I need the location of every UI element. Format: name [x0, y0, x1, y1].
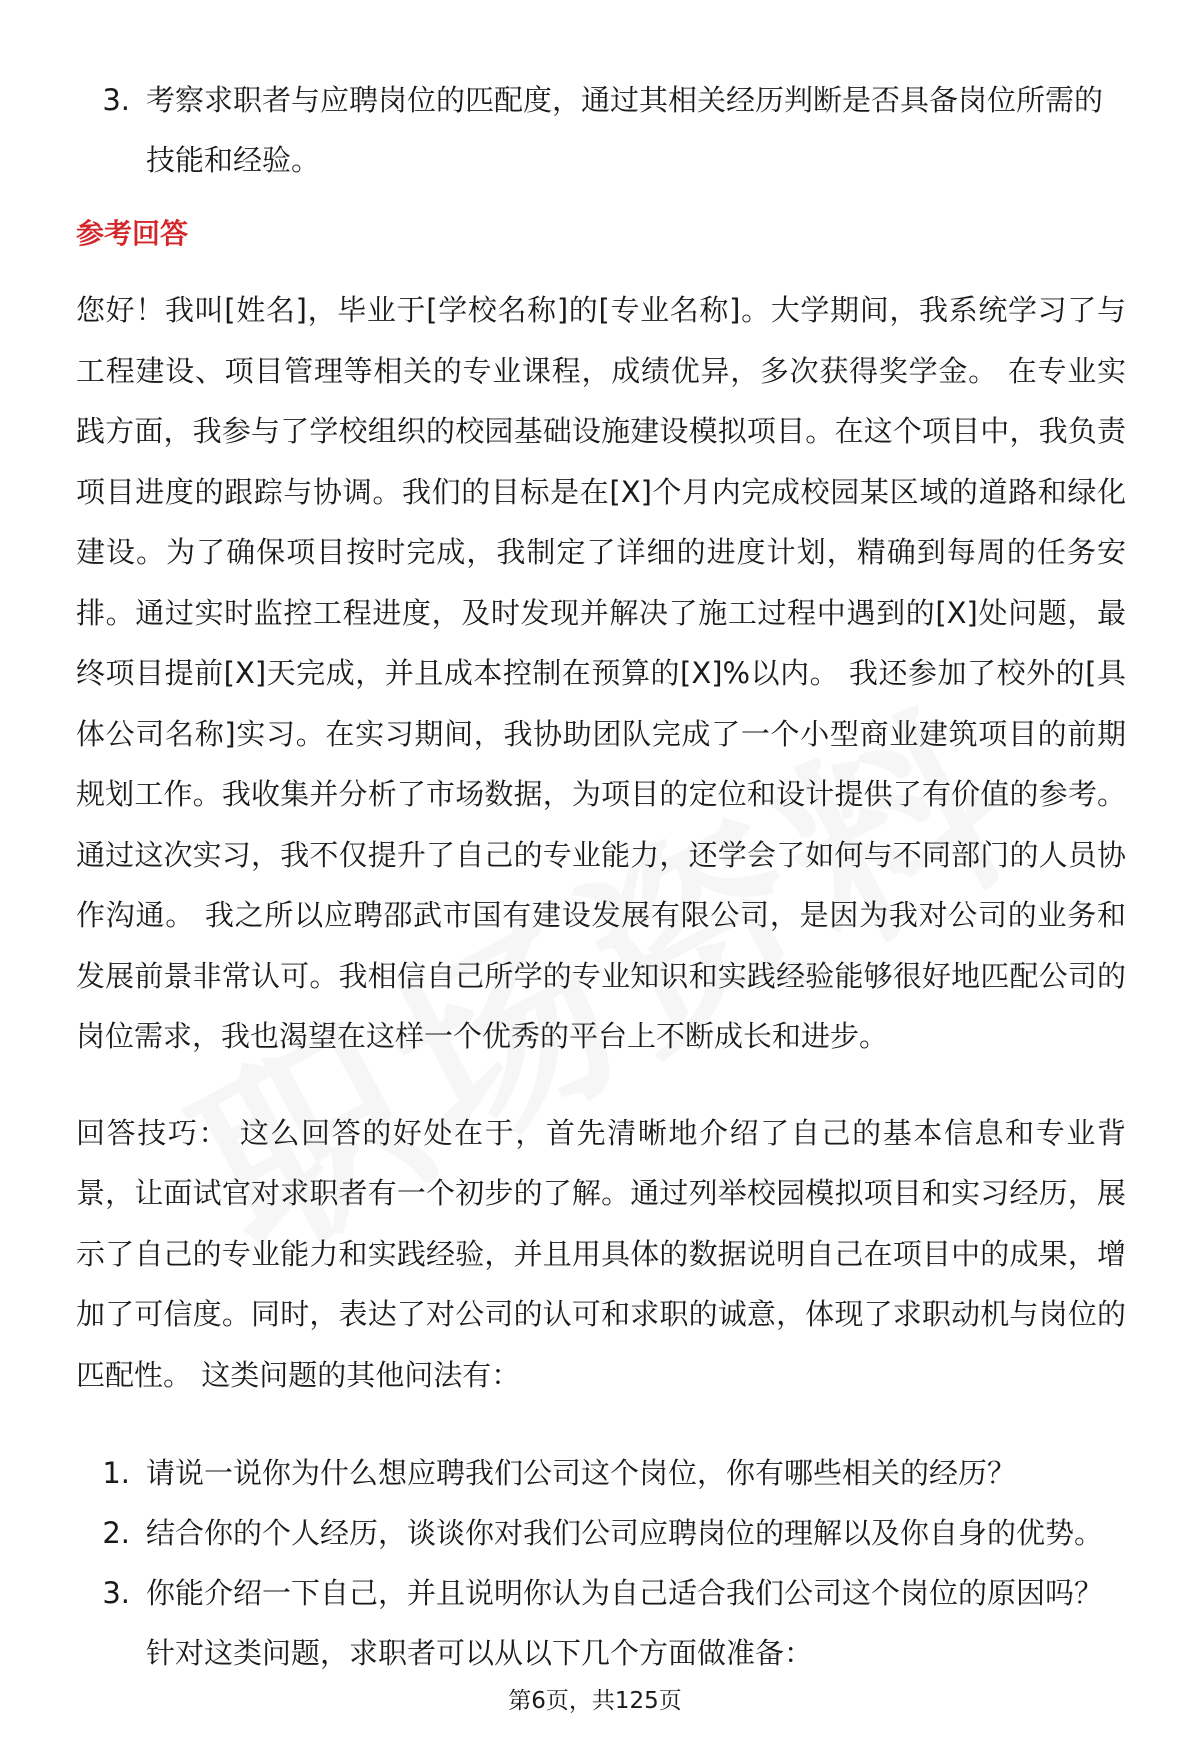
reference-answer-paragraph: 您好！我叫[姓名]，毕业于[学校名称]的[专业名称]。大学期间，我系统学习了与工程建设、项目管理等相关的专业课程，成绩优异，多次获得奖学金。 在专业实践方面，我参与了学校组织的校园基础设施建设模拟项目。在这个项目中，我负责项目进度的跟踪与协调。我们的目标是在[X]个月内完成校园某区域的道路和绿化建设。为了确保项目按时完成，我制定了详细的进度计划，精确到每周的任务安排。通过实时监控工程进度，及时发现并解决了施工过程中遇到的[X]处问题，最终项目提前[X]天完成，并且成本控制在预算的[X]%以内。 我还参加了校外的[具体公司名称]实习。在实习期间，我协助团队完成了一个小型商业建筑项目的前期规划工作。我收集并分析了市场数据，为项目的定位和设计提供了有价值的参考。通过这次实习，我不仅提升了自己的专业能力，还学会了如何与不同部门的人员协作沟通。 我之所以应聘邵武市国有建设发展有限公司，是因为我对公司的业务和发展前景非常认可。我相信自己所学的专业知识和实践经验能够很好地匹配公司的岗位需求，我也渴望在这样一个优秀的平台上不断成长和进步。: [76, 293, 1126, 1053]
list-item: [76, 1563, 1126, 1683]
list-text: 请说一说你为什么想应聘我们公司这个岗位，你有哪些相关的经历？: [146, 1456, 1017, 1490]
list-item: [76, 1443, 1126, 1503]
evaluation-list: [76, 70, 1126, 190]
list-text: 结合你的个人经历，谈谈你对我们公司应聘岗位的理解以及你自身的优势。: [146, 1516, 1104, 1550]
list-item: [76, 1503, 1126, 1563]
alternative-questions-list: [76, 1443, 1126, 1683]
list-text: 你能介绍一下自己，并且说明你认为自己适合我们公司这个岗位的原因吗？ 针对这类问题，求职者可以从以下几个方面做准备：: [146, 1576, 1104, 1670]
page-footer: 第6页，共125页: [508, 1688, 682, 1714]
answer-tips-paragraph: 回答技巧： 这么回答的好处在于，首先清晰地介绍了自己的基本信息和专业背景，让面试官对求职者有一个初步的了解。通过列举校园模拟项目和实习经历，展示了自己的专业能力和实践经验，并且用具体的数据说明自己在项目中的成果，增加了可信度。同时，表达了对公司的认可和求职的诚意，体现了求职动机与岗位的匹配性。 这类问题的其他问法有：: [76, 1115, 1126, 1392]
section-heading: 参考回答: [76, 217, 189, 250]
list-number: 1.: [102, 1456, 130, 1490]
list-number: 2.: [102, 1516, 130, 1550]
list-number: 3.: [102, 1576, 130, 1610]
list-item: [76, 70, 1126, 190]
list-number: 3.: [102, 83, 130, 117]
list-text: 考察求职者与应聘岗位的匹配度，通过其相关经历判断是否具备岗位所需的技能和经验。: [146, 83, 1104, 177]
